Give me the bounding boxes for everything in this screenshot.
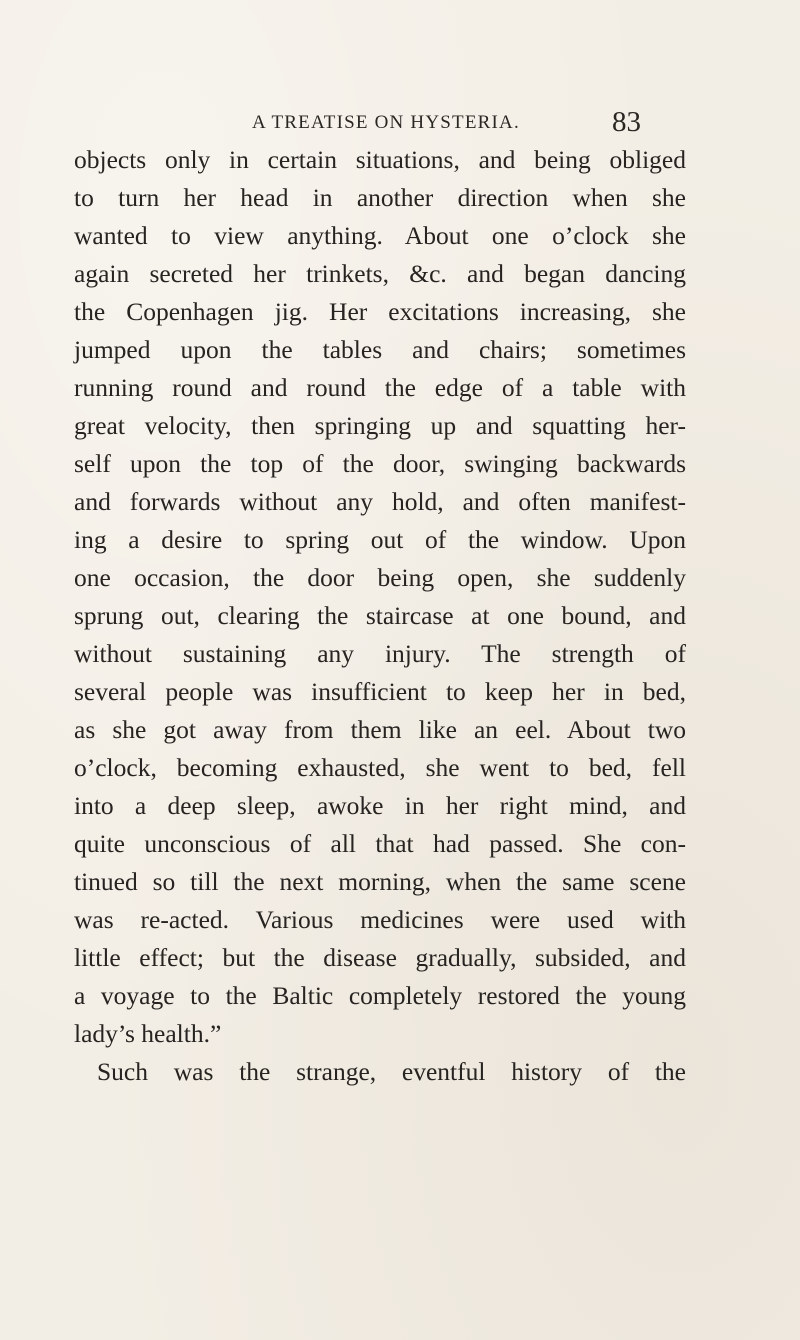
text-line: quite unconscious of all that had passed. She con- [74, 829, 686, 858]
text-line: sprung out, clearing the staircase at one bound, and [74, 601, 686, 630]
text-line: into a deep sleep, awoke in her right mind, and [74, 791, 686, 820]
text-line: tinued so till the next morning, when the same scene [74, 867, 686, 896]
text-line: again secreted her trinkets, &c. and began dancing [74, 259, 686, 288]
text-line: running round and round the edge of a table with [74, 373, 686, 402]
text-line: and forwards without any hold, and often manifest- [74, 487, 686, 516]
text-line: several people was insufficient to keep her in bed, [74, 677, 686, 706]
text-line: to turn her head in another direction when she [74, 183, 686, 212]
text-line: Such was the strange, eventful history of the [97, 1057, 686, 1086]
page-number: 83 [612, 106, 641, 138]
text-line: as she got away from them like an eel. About two [74, 715, 686, 744]
text-line: was re-acted. Various medicines were used with [74, 905, 686, 934]
text-line: objects only in certain situations, and being obliged [74, 145, 686, 174]
text-line: wanted to view anything. About one o’clock she [74, 221, 686, 250]
header-title: A TREATISE ON HYSTERIA. [252, 112, 520, 133]
text-line: without sustaining any injury. The strength of [74, 639, 686, 668]
text-line: one occasion, the door being open, she suddenly [74, 563, 686, 592]
text-line: the Copenhagen jig. Her excitations increasing, she [74, 297, 686, 326]
text-line: a voyage to the Baltic completely restored the young [74, 981, 686, 1010]
text-line: ing a desire to spring out of the window. Upon [74, 525, 686, 554]
text-line: lady’s health.” [74, 1019, 222, 1048]
text-line: o’clock, becoming exhausted, she went to bed, fell [74, 753, 686, 782]
text-line: self upon the top of the door, swinging backwards [74, 449, 686, 478]
text-line: great velocity, then springing up and squatting her- [74, 411, 686, 440]
text-line: jumped upon the tables and chairs; sometimes [74, 335, 686, 364]
running-header [0, 106, 800, 136]
text-line: little effect; but the disease gradually, subsided, and [74, 943, 686, 972]
